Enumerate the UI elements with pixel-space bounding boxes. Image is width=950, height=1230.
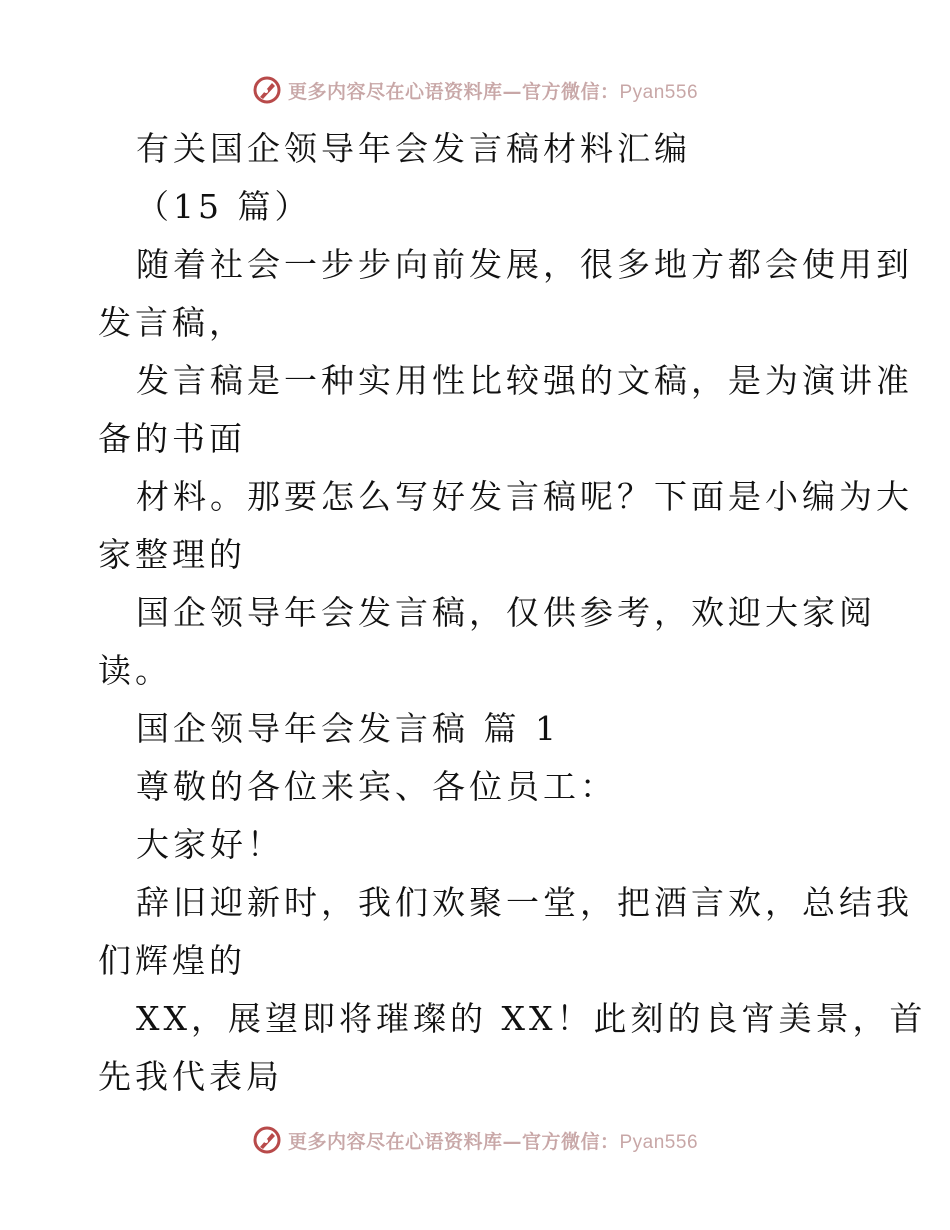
doc-line: 大家好！ xyxy=(136,825,284,864)
doc-line: XX，展望即将璀璨的 XX！此刻的良宵美景，首 xyxy=(136,999,927,1038)
pen-logo-icon xyxy=(252,75,282,105)
doc-line: 们辉煌的 xyxy=(98,941,246,980)
doc-line: 材料。那要怎么写好发言稿呢？下面是小编为大 xyxy=(136,477,913,516)
doc-title: 有关国企领导年会发言稿材料汇编 xyxy=(136,129,691,168)
doc-subtitle: （15 篇） xyxy=(136,187,312,226)
document-body xyxy=(98,120,927,1106)
footer-wechat-id: Pyan556 xyxy=(619,1131,699,1153)
pen-logo-icon xyxy=(252,1125,282,1155)
doc-line: 读。 xyxy=(98,651,172,690)
doc-line: 备的书面 xyxy=(98,419,246,458)
doc-line: 家整理的 xyxy=(98,535,246,574)
doc-line: 尊敬的各位来宾、各位员工： xyxy=(136,767,617,806)
footer-text-cn: 更多内容尽在心语资料库—官方微信： xyxy=(287,1130,620,1153)
footer-text xyxy=(288,1127,698,1154)
doc-line: 发言稿， xyxy=(98,303,246,342)
doc-line: 辞旧迎新时，我们欢聚一堂，把酒言欢，总结我 xyxy=(136,883,913,922)
footer-banner xyxy=(0,1122,950,1158)
header-text-cn: 更多内容尽在心语资料库—官方微信： xyxy=(287,80,620,103)
header-text xyxy=(288,77,698,104)
header-wechat-id: Pyan556 xyxy=(619,81,699,103)
section-heading: 国企领导年会发言稿 篇 1 xyxy=(136,709,560,748)
header-banner xyxy=(0,72,950,108)
doc-line: 发言稿是一种实用性比较强的文稿，是为演讲准 xyxy=(136,361,913,400)
doc-line: 国企领导年会发言稿，仅供参考，欢迎大家阅 xyxy=(136,593,876,632)
doc-line: 随着社会一步步向前发展，很多地方都会使用到 xyxy=(136,245,913,284)
doc-line: 先我代表局 xyxy=(98,1057,283,1096)
